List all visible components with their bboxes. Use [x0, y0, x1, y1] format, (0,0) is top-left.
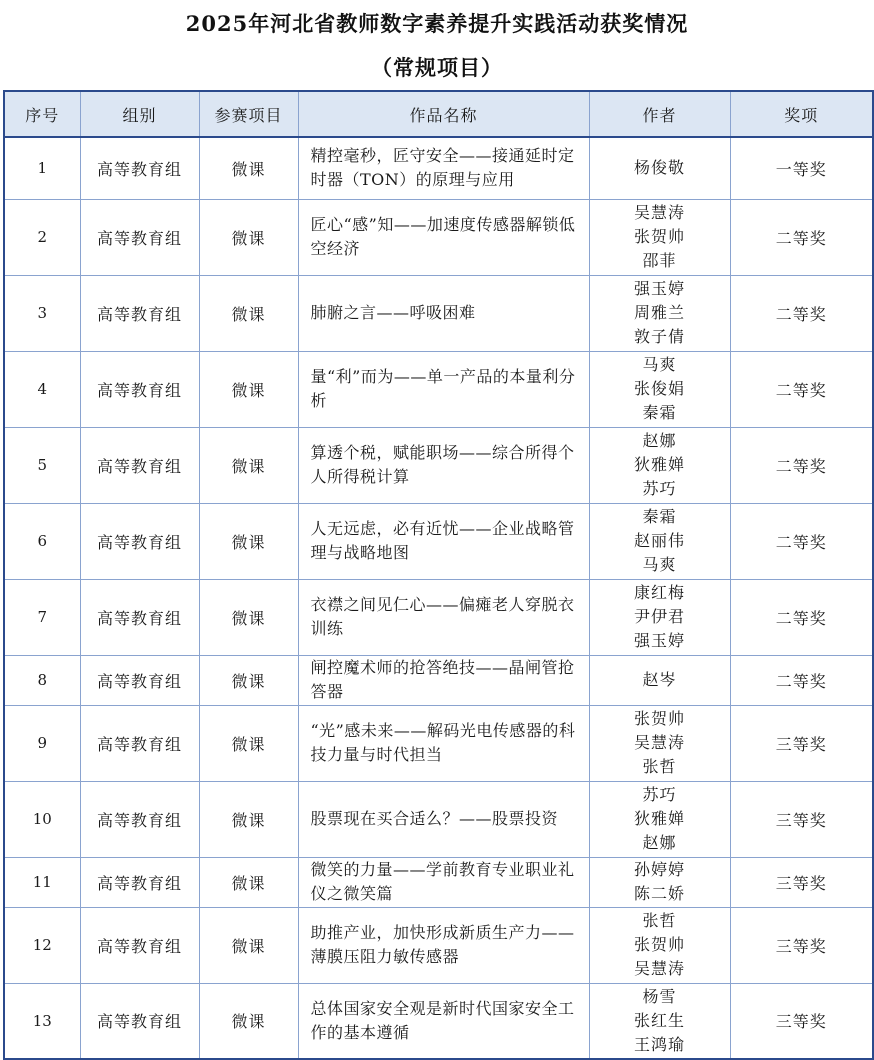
table-row — [4, 579, 873, 655]
row-work-title: 助推产业，加快形成新质生产力——薄膜压阻力敏传感器 — [298, 907, 589, 983]
header-item: 参赛项目 — [199, 91, 298, 137]
author-name: 强玉婷 — [633, 279, 685, 298]
author-name: 周雅兰 — [633, 303, 685, 322]
row-group: 高等教育组 — [80, 427, 199, 503]
row-group: 高等教育组 — [80, 579, 199, 655]
row-item: 微课 — [199, 503, 298, 579]
row-award: 二等奖 — [730, 427, 873, 503]
row-work-title: 人无远虑，必有近忧——企业战略管理与战略地图 — [298, 503, 589, 579]
row-authors — [589, 351, 730, 427]
header-work: 作品名称 — [298, 91, 589, 137]
row-group: 高等教育组 — [80, 351, 199, 427]
author-name: 苏巧 — [642, 785, 677, 804]
row-number: 11 — [4, 857, 80, 907]
row-authors — [589, 857, 730, 907]
table-row — [4, 907, 873, 983]
table-row — [4, 857, 873, 907]
row-award: 二等奖 — [730, 275, 873, 351]
row-authors — [589, 655, 730, 705]
author-name: 张哲 — [642, 757, 677, 776]
row-authors — [589, 275, 730, 351]
table-header — [4, 91, 873, 137]
author-name: 邵菲 — [642, 251, 677, 270]
row-item: 微课 — [199, 857, 298, 907]
row-item: 微课 — [199, 907, 298, 983]
row-number: 5 — [4, 427, 80, 503]
row-number: 6 — [4, 503, 80, 579]
header-group: 组别 — [80, 91, 199, 137]
row-item: 微课 — [199, 705, 298, 781]
row-number: 9 — [4, 705, 80, 781]
row-award: 二等奖 — [730, 655, 873, 705]
table-body — [4, 137, 873, 1059]
table-row — [4, 351, 873, 427]
row-number: 10 — [4, 781, 80, 857]
author-name: 杨雪 — [642, 986, 677, 1006]
row-group: 高等教育组 — [80, 655, 199, 705]
author-name: 秦霜 — [642, 507, 677, 526]
author-name: 秦霜 — [642, 403, 677, 422]
row-work-title: 肺腑之言——呼吸困难 — [298, 275, 589, 351]
author-name: 马爽 — [642, 355, 677, 374]
row-work-title: 衣襟之间见仁心——偏瘫老人穿脱衣训练 — [298, 579, 589, 655]
row-group: 高等教育组 — [80, 983, 199, 1059]
author-name: 吴慧涛 — [633, 203, 685, 222]
row-work-title: 微笑的力量——学前教育专业职业礼仪之微笑篇 — [298, 857, 589, 907]
author-name: 赵岑 — [642, 670, 677, 689]
author-name: 狄雅婵 — [633, 809, 685, 828]
row-group: 高等教育组 — [80, 275, 199, 351]
author-name: 康红梅 — [633, 583, 685, 602]
row-number: 13 — [4, 983, 80, 1059]
row-award: 二等奖 — [730, 351, 873, 427]
row-item: 微课 — [199, 983, 298, 1059]
row-work-title: 匠心“感”知——加速度传感器解锁低空经济 — [298, 199, 589, 275]
row-award: 三等奖 — [730, 907, 873, 983]
row-award: 三等奖 — [730, 781, 873, 857]
row-award: 二等奖 — [730, 503, 873, 579]
header-author: 作者 — [589, 91, 730, 137]
author-name: 张哲 — [642, 911, 677, 930]
row-work-title: “光”感未来——解码光电传感器的科技力量与时代担当 — [298, 705, 589, 781]
row-item: 微课 — [199, 137, 298, 199]
row-award: 二等奖 — [730, 199, 873, 275]
author-name: 杨俊敬 — [633, 158, 685, 178]
row-number: 2 — [4, 199, 80, 275]
row-number: 8 — [4, 655, 80, 705]
author-name: 苏巧 — [642, 479, 677, 498]
row-work-title: 算透个税，赋能职场——综合所得个人所得税计算 — [298, 427, 589, 503]
author-name: 尹伊君 — [633, 607, 685, 626]
table-row — [4, 137, 873, 199]
row-award: 三等奖 — [730, 983, 873, 1059]
author-name: 吴慧涛 — [633, 733, 685, 752]
author-name: 赵娜 — [642, 833, 677, 852]
row-work-title: 量“利”而为——单一产品的本量利分析 — [298, 351, 589, 427]
author-name: 王鸿瑜 — [633, 1034, 685, 1054]
author-name: 张贺帅 — [633, 709, 685, 728]
header-row — [4, 91, 873, 137]
row-authors — [589, 579, 730, 655]
row-item: 微课 — [199, 781, 298, 857]
row-award: 三等奖 — [730, 705, 873, 781]
row-award: 二等奖 — [730, 579, 873, 655]
row-item: 微课 — [199, 351, 298, 427]
author-name: 敦子倩 — [633, 327, 685, 346]
row-group: 高等教育组 — [80, 781, 199, 857]
author-name: 赵丽伟 — [633, 531, 685, 550]
row-item: 微课 — [199, 579, 298, 655]
page-title: 2025年河北省教师数字素养提升实践活动获奖情况 — [185, 11, 689, 36]
author-name: 张俊娟 — [633, 379, 685, 398]
row-authors — [589, 907, 730, 983]
row-item: 微课 — [199, 427, 298, 503]
row-authors — [589, 503, 730, 579]
author-name: 张贺帅 — [633, 227, 685, 246]
row-item: 微课 — [199, 199, 298, 275]
row-number: 3 — [4, 275, 80, 351]
row-authors — [589, 199, 730, 275]
header-no: 序号 — [4, 91, 80, 137]
author-name: 吴慧涛 — [633, 959, 685, 978]
row-authors — [589, 983, 730, 1059]
row-number: 1 — [4, 137, 80, 199]
table-row — [4, 275, 873, 351]
award-table — [3, 90, 874, 1060]
author-name: 张贺帅 — [633, 935, 685, 954]
row-work-title: 总体国家安全观是新时代国家安全工作的基本遵循 — [298, 983, 589, 1059]
row-authors — [589, 781, 730, 857]
author-name: 马爽 — [642, 555, 677, 574]
author-name: 孙婷婷 — [633, 860, 685, 879]
row-work-title: 闸控魔术师的抢答绝技——晶闸管抢答器 — [298, 655, 589, 705]
row-item: 微课 — [199, 655, 298, 705]
author-name: 狄雅婵 — [633, 455, 685, 474]
row-award: 一等奖 — [730, 137, 873, 199]
table-row — [4, 655, 873, 705]
row-work-title: 精控毫秒，匠守安全——接通延时定时器（TON）的原理与应用 — [298, 137, 589, 199]
row-group: 高等教育组 — [80, 705, 199, 781]
row-authors — [589, 137, 730, 199]
row-number: 4 — [4, 351, 80, 427]
table-row — [4, 199, 873, 275]
row-award: 三等奖 — [730, 857, 873, 907]
table-row — [4, 503, 873, 579]
table-row — [4, 705, 873, 781]
row-group: 高等教育组 — [80, 857, 199, 907]
row-number: 7 — [4, 579, 80, 655]
table-row — [4, 427, 873, 503]
row-number: 12 — [4, 907, 80, 983]
author-name: 赵娜 — [642, 431, 677, 450]
row-group: 高等教育组 — [80, 137, 199, 199]
author-name: 张红生 — [633, 1010, 685, 1030]
row-work-title: 股票现在买合适么？——股票投资 — [298, 781, 589, 857]
table-row — [4, 983, 873, 1059]
author-name: 强玉婷 — [633, 631, 685, 650]
row-authors — [589, 705, 730, 781]
row-group: 高等教育组 — [80, 199, 199, 275]
row-authors — [589, 427, 730, 503]
header-award: 奖项 — [730, 91, 873, 137]
table-row — [4, 781, 873, 857]
author-name: 陈二娇 — [633, 884, 685, 903]
page-subtitle: （常规项目） — [371, 55, 503, 80]
row-group: 高等教育组 — [80, 907, 199, 983]
row-item: 微课 — [199, 275, 298, 351]
row-group: 高等教育组 — [80, 503, 199, 579]
